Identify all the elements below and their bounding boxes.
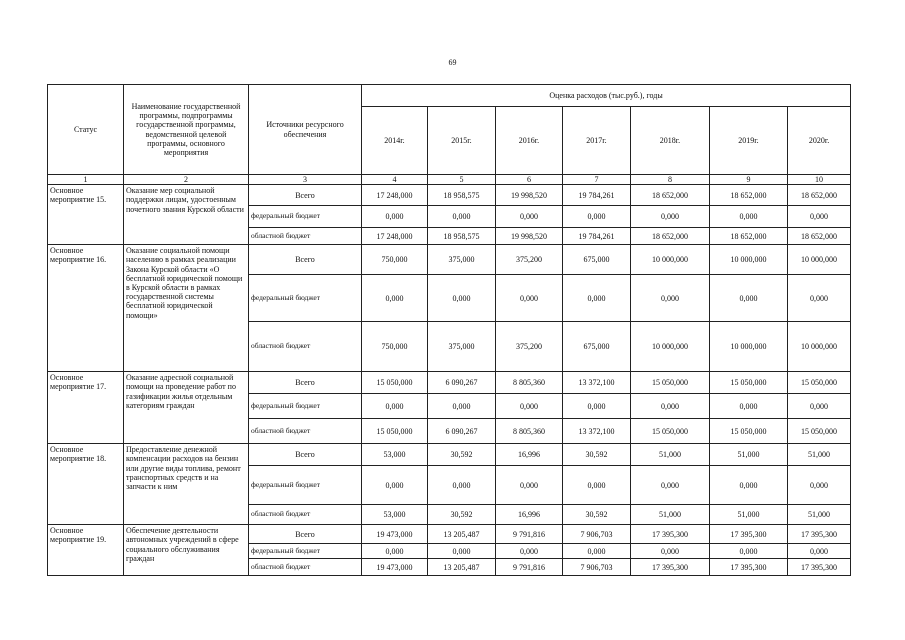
row-value: 0,000 xyxy=(563,544,631,559)
column-index: 5 xyxy=(428,175,496,185)
row-value: 18 652,000 xyxy=(788,185,851,206)
header-year: 2017г. xyxy=(563,107,631,175)
row-value: 15 050,000 xyxy=(788,419,851,444)
row-value: 675,000 xyxy=(563,245,631,275)
row-value: 18 652,000 xyxy=(631,185,710,206)
row-value: 51,000 xyxy=(710,444,788,466)
row-value: 0,000 xyxy=(428,206,496,228)
row-value: 15 050,000 xyxy=(362,419,428,444)
row-value: 13 372,100 xyxy=(563,419,631,444)
row-value: 30,592 xyxy=(428,444,496,466)
row-value: 51,000 xyxy=(631,505,710,525)
column-index: 8 xyxy=(631,175,710,185)
row-value: 0,000 xyxy=(788,394,851,419)
row-status: Основное мероприятие 18. xyxy=(48,444,124,525)
row-value: 15 050,000 xyxy=(362,372,428,394)
row-value: 19 998,520 xyxy=(496,228,563,245)
row-value: 51,000 xyxy=(788,505,851,525)
row-source: областной бюджет xyxy=(249,505,362,525)
row-value: 6 090,267 xyxy=(428,372,496,394)
row-value: 16,996 xyxy=(496,444,563,466)
row-value: 0,000 xyxy=(362,544,428,559)
row-value: 18 652,000 xyxy=(710,185,788,206)
header-year: 2016г. xyxy=(496,107,563,175)
row-value: 10 000,000 xyxy=(710,245,788,275)
row-value: 0,000 xyxy=(631,544,710,559)
table-row xyxy=(48,525,851,544)
row-value: 0,000 xyxy=(428,466,496,505)
row-source: Всего xyxy=(249,185,362,206)
header-sources: Источники ресурсного обеспечения xyxy=(249,85,362,175)
row-value: 0,000 xyxy=(496,206,563,228)
expenditure-table xyxy=(47,84,851,576)
row-value: 0,000 xyxy=(362,206,428,228)
row-value: 0,000 xyxy=(631,275,710,322)
row-value: 30,592 xyxy=(563,444,631,466)
row-value: 18 652,000 xyxy=(788,228,851,245)
row-source: федеральный бюджет xyxy=(249,544,362,559)
row-value: 9 791,816 xyxy=(496,559,563,576)
row-value: 0,000 xyxy=(788,275,851,322)
row-value: 750,000 xyxy=(362,245,428,275)
row-value: 18 958,575 xyxy=(428,228,496,245)
row-value: 10 000,000 xyxy=(631,245,710,275)
row-value: 51,000 xyxy=(788,444,851,466)
row-value: 15 050,000 xyxy=(788,372,851,394)
table-row xyxy=(48,245,851,275)
row-value: 0,000 xyxy=(362,466,428,505)
row-value: 0,000 xyxy=(710,466,788,505)
row-value: 18 652,000 xyxy=(710,228,788,245)
row-value: 51,000 xyxy=(710,505,788,525)
row-value: 0,000 xyxy=(563,275,631,322)
row-source: федеральный бюджет xyxy=(249,206,362,228)
header-estimate: Оценка расходов (тыс.руб.), годы xyxy=(362,85,851,107)
row-value: 15 050,000 xyxy=(710,372,788,394)
row-source: федеральный бюджет xyxy=(249,466,362,505)
row-value: 0,000 xyxy=(362,275,428,322)
row-name: Оказание социальной помощи населению в рамках реализации Закона Курской области «О бесплатной юридической помощи в Курской области в рамках государственной системы бесплатной юридической помощи» xyxy=(124,245,249,372)
row-value: 13 205,487 xyxy=(428,559,496,576)
row-source: Всего xyxy=(249,444,362,466)
table-body xyxy=(48,185,851,576)
column-index: 3 xyxy=(249,175,362,185)
header-status: Статус xyxy=(48,85,124,175)
row-value: 19 784,261 xyxy=(563,228,631,245)
row-name: Предоставление денежной компенсации расходов на бензин или другие виды топлива, ремонт транспортных средств и на запчасти к ним xyxy=(124,444,249,525)
header-name: Наименование государственной программы, подпрограммы государственной программы, ведомственной целевой программы, основного мероприятия xyxy=(124,85,249,175)
row-value: 15 050,000 xyxy=(631,419,710,444)
row-value: 53,000 xyxy=(362,444,428,466)
row-value: 17 395,300 xyxy=(710,525,788,544)
row-value: 0,000 xyxy=(496,544,563,559)
row-value: 0,000 xyxy=(563,394,631,419)
row-value: 18 958,575 xyxy=(428,185,496,206)
column-index: 2 xyxy=(124,175,249,185)
column-index: 10 xyxy=(788,175,851,185)
row-value: 30,592 xyxy=(428,505,496,525)
row-value: 8 805,360 xyxy=(496,419,563,444)
header-year: 2015г. xyxy=(428,107,496,175)
row-name: Обеспечение деятельности автономных учреждений в сфере социального обслуживания граждан xyxy=(124,525,249,576)
row-name: Оказание адресной социальной помощи на проведение работ по газификации жилья отдельным категориям граждан xyxy=(124,372,249,444)
row-value: 375,200 xyxy=(496,322,563,372)
row-value: 19 998,520 xyxy=(496,185,563,206)
row-source: федеральный бюджет xyxy=(249,275,362,322)
row-source: областной бюджет xyxy=(249,559,362,576)
row-value: 15 050,000 xyxy=(631,372,710,394)
row-status: Основное мероприятие 17. xyxy=(48,372,124,444)
column-index: 1 xyxy=(48,175,124,185)
row-source: областной бюджет xyxy=(249,228,362,245)
row-source: Всего xyxy=(249,372,362,394)
row-value: 17 248,000 xyxy=(362,185,428,206)
column-index: 4 xyxy=(362,175,428,185)
row-value: 17 395,300 xyxy=(788,559,851,576)
header-year: 2018г. xyxy=(631,107,710,175)
row-status: Основное мероприятие 15. xyxy=(48,185,124,245)
row-status: Основное мероприятие 19. xyxy=(48,525,124,576)
row-value: 10 000,000 xyxy=(710,322,788,372)
row-value: 17 395,300 xyxy=(631,525,710,544)
row-value: 8 805,360 xyxy=(496,372,563,394)
row-value: 0,000 xyxy=(710,394,788,419)
row-value: 10 000,000 xyxy=(788,322,851,372)
row-value: 51,000 xyxy=(631,444,710,466)
row-value: 17 395,300 xyxy=(710,559,788,576)
row-value: 16,996 xyxy=(496,505,563,525)
row-value: 0,000 xyxy=(788,206,851,228)
row-value: 17 395,300 xyxy=(788,525,851,544)
row-value: 19 784,261 xyxy=(563,185,631,206)
row-value: 9 791,816 xyxy=(496,525,563,544)
row-source: Всего xyxy=(249,245,362,275)
column-index: 6 xyxy=(496,175,563,185)
row-value: 375,200 xyxy=(496,245,563,275)
table-row xyxy=(48,372,851,394)
column-index: 9 xyxy=(710,175,788,185)
row-value: 13 205,487 xyxy=(428,525,496,544)
row-value: 0,000 xyxy=(428,275,496,322)
row-source: Всего xyxy=(249,525,362,544)
row-value: 10 000,000 xyxy=(788,245,851,275)
row-source: областной бюджет xyxy=(249,419,362,444)
table-row xyxy=(48,185,851,206)
row-value: 750,000 xyxy=(362,322,428,372)
row-value: 0,000 xyxy=(496,275,563,322)
row-value: 0,000 xyxy=(631,394,710,419)
row-value: 0,000 xyxy=(631,466,710,505)
row-value: 0,000 xyxy=(496,466,563,505)
row-value: 7 906,703 xyxy=(563,525,631,544)
row-value: 0,000 xyxy=(362,394,428,419)
row-value: 0,000 xyxy=(428,394,496,419)
row-value: 0,000 xyxy=(710,275,788,322)
row-source: областной бюджет xyxy=(249,322,362,372)
row-value: 17 248,000 xyxy=(362,228,428,245)
row-value: 0,000 xyxy=(428,544,496,559)
row-value: 7 906,703 xyxy=(563,559,631,576)
row-value: 19 473,000 xyxy=(362,559,428,576)
row-value: 375,000 xyxy=(428,245,496,275)
row-value: 0,000 xyxy=(710,206,788,228)
row-name: Оказание мер социальной поддержки лицам, удостоенным почетного звания Курской области xyxy=(124,185,249,245)
table-row xyxy=(48,444,851,466)
row-value: 30,592 xyxy=(563,505,631,525)
row-value: 0,000 xyxy=(496,394,563,419)
row-value: 15 050,000 xyxy=(710,419,788,444)
row-value: 6 090,267 xyxy=(428,419,496,444)
row-value: 18 652,000 xyxy=(631,228,710,245)
row-value: 675,000 xyxy=(563,322,631,372)
row-value: 0,000 xyxy=(710,544,788,559)
row-value: 0,000 xyxy=(563,206,631,228)
row-value: 53,000 xyxy=(362,505,428,525)
row-value: 17 395,300 xyxy=(631,559,710,576)
row-value: 10 000,000 xyxy=(631,322,710,372)
column-index: 7 xyxy=(563,175,631,185)
row-status: Основное мероприятие 16. xyxy=(48,245,124,372)
row-value: 0,000 xyxy=(631,206,710,228)
row-value: 0,000 xyxy=(563,466,631,505)
row-value: 375,000 xyxy=(428,322,496,372)
header-year: 2019г. xyxy=(710,107,788,175)
header-year: 2020г. xyxy=(788,107,851,175)
row-source: федеральный бюджет xyxy=(249,394,362,419)
page-number: 69 xyxy=(448,58,457,67)
row-value: 0,000 xyxy=(788,544,851,559)
header-year: 2014г. xyxy=(362,107,428,175)
row-value: 0,000 xyxy=(788,466,851,505)
row-value: 19 473,000 xyxy=(362,525,428,544)
row-value: 13 372,100 xyxy=(563,372,631,394)
